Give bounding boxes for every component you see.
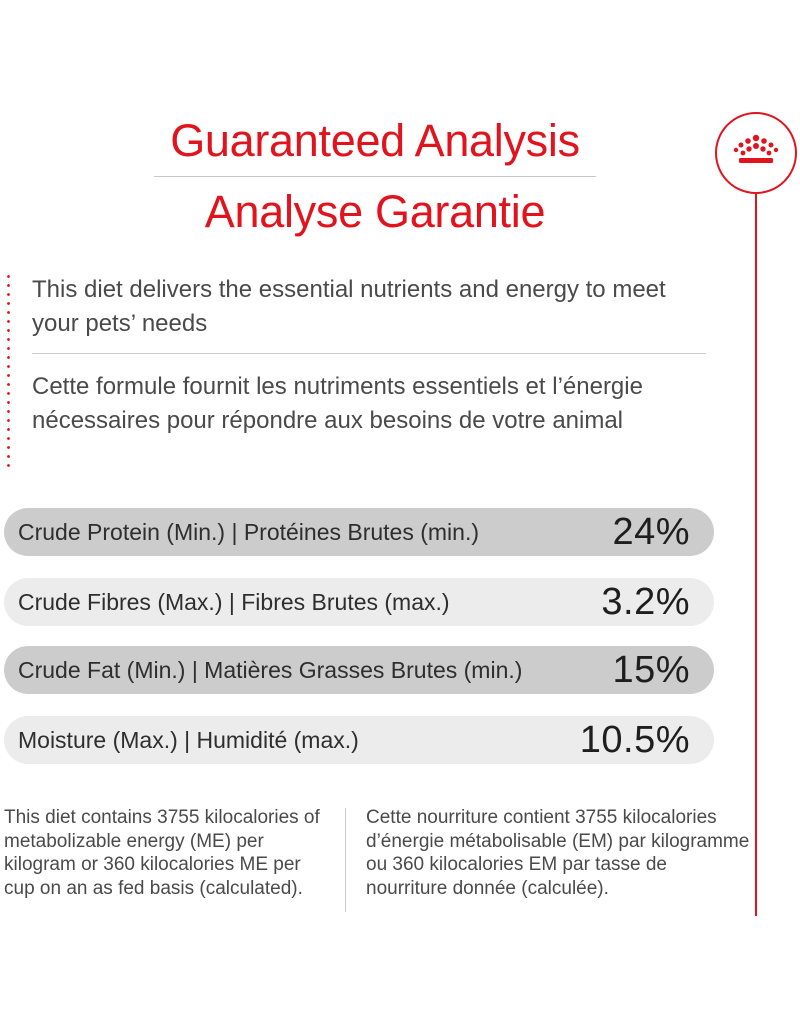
nutrient-row-protein: [4, 508, 714, 556]
brand-logo: [715, 112, 797, 194]
footer-divider: [345, 808, 346, 912]
nutrient-label: Crude Fibres (Max.) | Fibres Brutes (max.): [18, 588, 450, 615]
nutrient-value: 3.2%: [601, 580, 690, 623]
nutrient-value: 24%: [612, 510, 690, 553]
vertical-accent-line: [755, 194, 757, 916]
intro-english: This diet delivers the essential nutrients and energy to meet your pets’ needs: [32, 276, 666, 337]
nutrient-row-fat: [4, 646, 714, 694]
crown-icon: [732, 134, 780, 173]
title-divider: [154, 176, 596, 177]
intro-divider: [32, 353, 706, 354]
footer-english: This diet contains 3755 kilocalories of metabolizable energy (ME) per kilogram or 360 kilocalories ME per cup on an as fed basis (calculated).: [4, 807, 320, 899]
footer-french: Cette nourriture contient 3755 kilocalories d’énergie métabolisable (EM) par kilogramme ou 360 kilocalories EM par tasse de nourriture donnée (calculée).: [366, 807, 750, 899]
nutrient-row-moisture: [4, 716, 714, 764]
nutrient-label: Crude Protein (Min.) | Protéines Brutes (min.): [18, 518, 480, 545]
nutrient-value: 15%: [612, 648, 690, 691]
nutrient-label: Moisture (Max.) | Humidité (max.): [18, 726, 359, 753]
intro-french: Cette formule fournit les nutriments essentiels et l’énergie nécessaires pour répondre aux besoins de votre animal: [32, 373, 643, 434]
title-english: Guaranteed Analysis: [170, 115, 580, 166]
title-french: Analyse Garantie: [204, 186, 546, 237]
nutrient-label: Crude Fat (Min.) | Matières Grasses Brutes (min.): [18, 656, 523, 683]
dotted-accent-line: [7, 272, 10, 468]
nutrient-value: 10.5%: [579, 718, 690, 761]
title-block: [120, 112, 630, 241]
nutrient-row-fibre: [4, 578, 714, 626]
